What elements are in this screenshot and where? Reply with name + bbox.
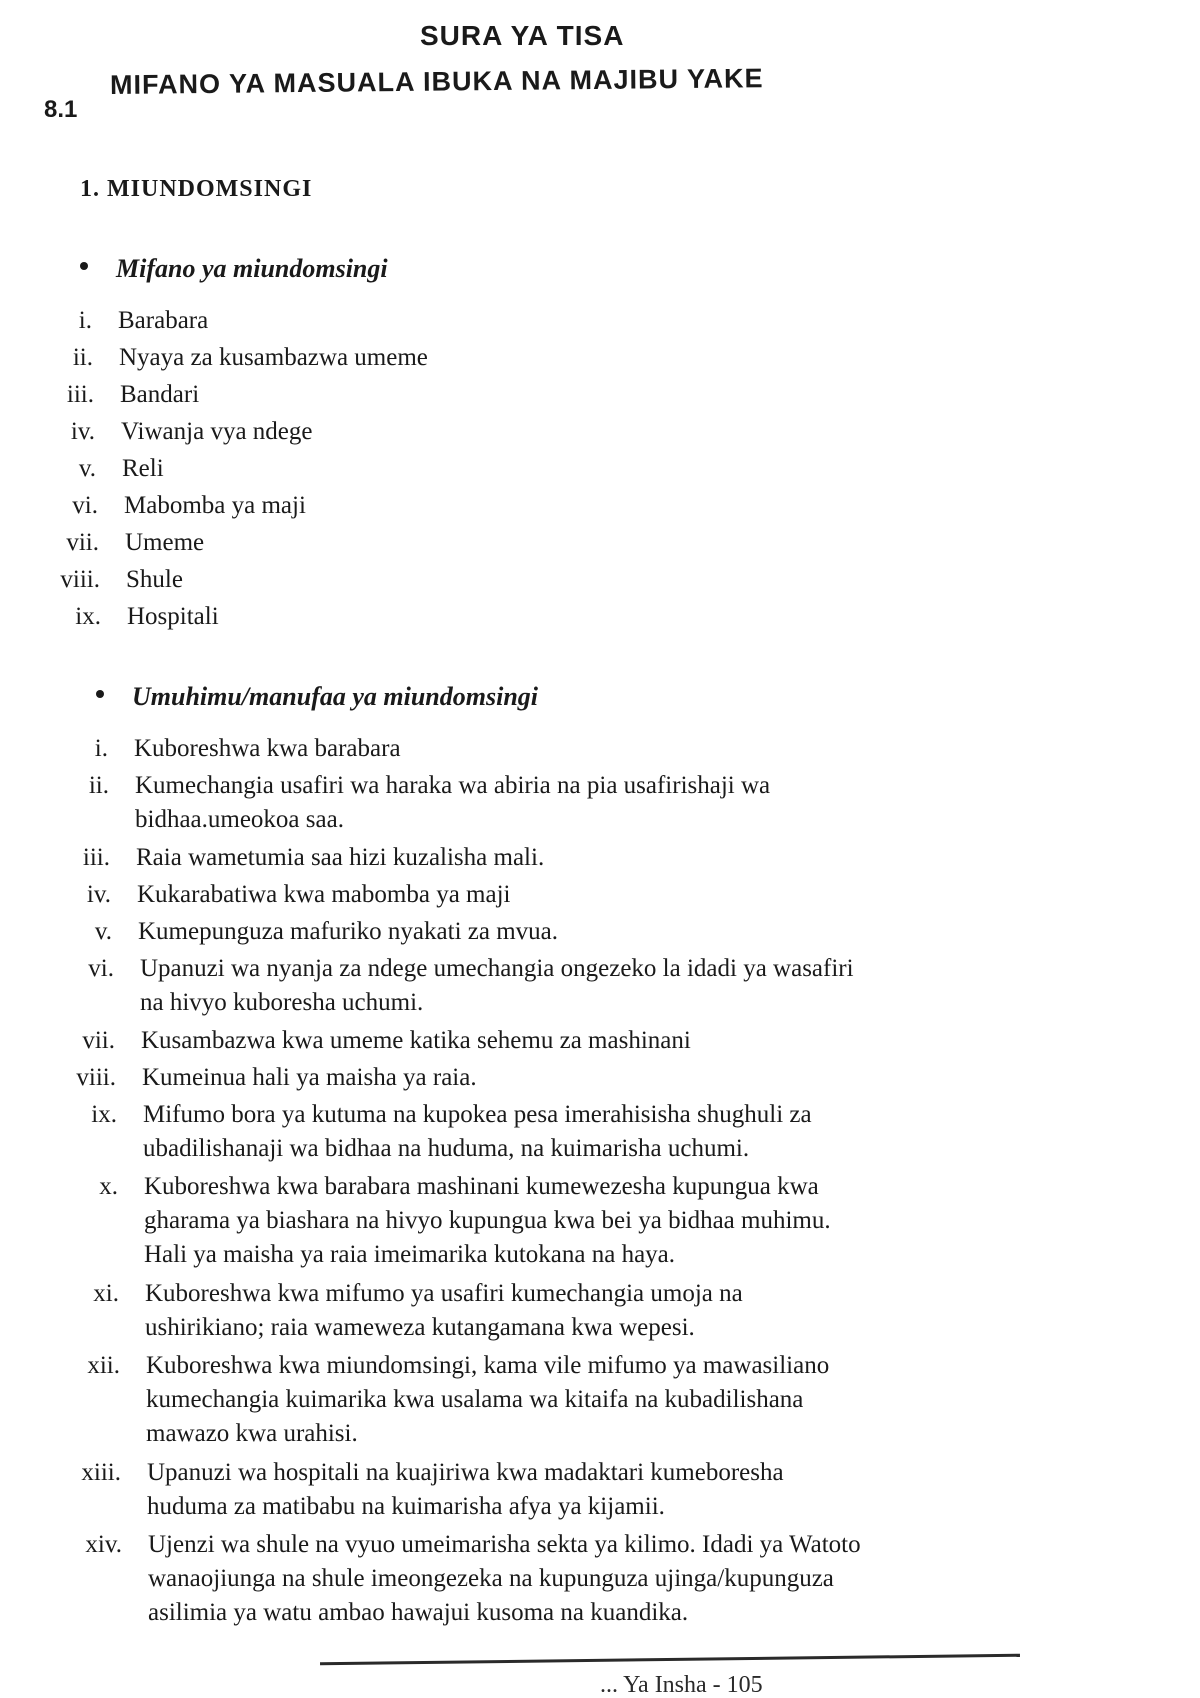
list-item-number: xii.: [87, 1352, 120, 1379]
list-item-line: Kumepunguza mafuriko nyakati za mvua.: [138, 918, 558, 945]
list-item-line: Kumeinua hali ya maisha ya raia.: [142, 1064, 477, 1091]
list-item-text: [122, 452, 164, 486]
list-item-line: Kuboreshwa kwa miundomsingi, kama vile mifumo ya mawasiliano: [146, 1352, 830, 1379]
list-item-line: Kuboreshwa kwa mifumo ya usafiri kumechangia umoja na: [145, 1280, 743, 1307]
list-item-line: Mifumo bora ya kutuma na kupokea pesa imerahisisha shughuli za: [143, 1101, 812, 1128]
list-item: [66, 378, 200, 412]
list-item: [82, 1024, 691, 1058]
list-item: [72, 341, 428, 375]
list-item-number: vi.: [88, 955, 114, 982]
list-item-line: Kukarabatiwa kwa mabomba ya maji: [137, 881, 511, 908]
list-item-text: [145, 1277, 743, 1345]
examples-heading-text: Mifano ya miundomsingi: [116, 254, 388, 283]
list-item-number: vii.: [82, 1027, 115, 1054]
chapter-title: SURA YA TISA: [420, 20, 625, 51]
list-item: [82, 841, 545, 875]
list-item-line: ubadilishanaji wa bidhaa na huduma, na kuimarisha uchumi.: [143, 1135, 750, 1162]
list-item-line: Upanuzi wa nyanja za ndege umechangia ongezeko la idadi ya wasafiri: [140, 955, 854, 982]
list-item-line: asilimia ya watu ambao hawajui kusoma na kuandika.: [148, 1599, 689, 1626]
list-item: [60, 563, 183, 597]
list-item-line: kumechangia kuimarika kwa usalama wa kitaifa na kubadilishana: [146, 1386, 804, 1413]
list-item-line: Upanuzi wa hospitali na kuajiriwa kwa madaktari kumeboresha: [147, 1459, 784, 1486]
footer-rule: [320, 1654, 1020, 1666]
list-item-number: viii.: [60, 566, 100, 593]
topic-number: 1.: [80, 176, 100, 202]
list-item: [88, 952, 854, 1020]
list-item-line: mawazo kwa urahisi.: [146, 1420, 358, 1447]
list-item-text: [125, 526, 204, 560]
list-item-text: [124, 489, 306, 523]
list-item-text: [140, 952, 854, 1020]
list-item-line: Mabomba ya maji: [124, 492, 306, 519]
list-item-line: Shule: [126, 566, 183, 593]
list-item: [78, 304, 209, 338]
list-item: [93, 1277, 743, 1345]
list-item-line: Kusambazwa kwa umeme katika sehemu za mashinani: [141, 1027, 691, 1054]
list-item-text: [144, 1170, 831, 1272]
list-item: [75, 600, 219, 634]
examples-heading: [116, 254, 388, 284]
list-item-text: [142, 1061, 477, 1095]
list-item-number: i.: [94, 735, 108, 762]
list-item-line: bidhaa.umeokoa saa.: [135, 806, 344, 833]
list-item: [76, 1061, 477, 1095]
list-item-line: Kumechangia usafiri wa haraka wa abiria na pia usafirishaji wa: [135, 772, 771, 799]
list-item: [81, 1456, 784, 1524]
section-number: 8.1: [44, 96, 78, 123]
list-item: [88, 769, 771, 837]
list-item: [85, 1528, 861, 1630]
list-item-text: [118, 304, 208, 338]
list-item-text: [134, 732, 401, 766]
list-item: [86, 878, 511, 912]
list-item-number: ii.: [88, 772, 109, 799]
list-item-text: [143, 1098, 812, 1166]
list-item-number: vii.: [66, 529, 99, 556]
list-item-text: [146, 1349, 829, 1451]
topic-heading: [80, 176, 312, 203]
list-item-text: [148, 1528, 861, 1630]
list-item-line: huduma za matibabu na kuimarisha afya ya kijamii.: [147, 1493, 665, 1520]
bullet-icon: [96, 690, 104, 698]
topic-title: MIUNDOMSINGI: [107, 176, 313, 202]
list-item-text: [136, 841, 544, 875]
list-item-line: wanaojiunga na shule imeongezeka na kupunguza ujinga/kupunguza: [148, 1565, 834, 1592]
list-item-number: ii.: [72, 344, 93, 371]
list-item-line: gharama ya biashara na hivyo kupungua kwa bei ya bidhaa muhimu.: [144, 1207, 831, 1234]
list-item-number: iv.: [70, 418, 95, 445]
list-item-line: Umeme: [125, 529, 205, 556]
bullet-icon: [80, 262, 88, 270]
list-item-line: Kuboreshwa kwa barabara: [134, 735, 401, 762]
list-item-number: xiii.: [81, 1459, 121, 1486]
list-item: [99, 1170, 831, 1272]
list-item-line: Kuboreshwa kwa barabara mashinani kumewezesha kupungua kwa: [144, 1173, 819, 1200]
list-item-number: xi.: [93, 1280, 119, 1307]
list-item-text: [138, 915, 558, 949]
list-item-number: viii.: [76, 1064, 116, 1091]
list-item-number: xiv.: [85, 1531, 122, 1558]
list-item-text: [120, 378, 199, 412]
list-item-line: Hali ya maisha ya raia imeimarika kutokana na haya.: [144, 1241, 676, 1268]
footer-text: ... Ya Insha - 105: [600, 1672, 763, 1698]
list-item-text: [119, 341, 428, 375]
list-item-line: Raia wametumia saa hizi kuzalisha mali.: [136, 844, 545, 871]
list-item: [78, 452, 164, 486]
list-item-number: v.: [78, 455, 96, 482]
list-item-number: vi.: [72, 492, 98, 519]
list-item: [72, 489, 306, 523]
list-item-number: x.: [99, 1173, 118, 1200]
list-item-line: Ujenzi wa shule na vyuo umeimarisha sekta ya kilimo. Idadi ya Watoto: [148, 1531, 861, 1558]
list-item: [66, 526, 205, 560]
list-item-number: iv.: [86, 881, 111, 908]
list-item-line: Viwanja vya ndege: [121, 418, 313, 445]
list-item-text: [137, 878, 510, 912]
benefits-heading: [132, 682, 538, 712]
list-item-text: [147, 1456, 784, 1524]
list-item-line: ushirikiano; raia wameweza kutangamana kwa wepesi.: [145, 1314, 695, 1341]
list-item-line: na hivyo kuboresha uchumi.: [140, 989, 424, 1016]
list-item-line: Hospitali: [127, 603, 219, 630]
list-item-number: iii.: [66, 381, 94, 408]
list-item-line: Nyaya za kusambazwa umeme: [119, 344, 428, 371]
list-item-number: v.: [94, 918, 112, 945]
list-item-line: Barabara: [118, 307, 209, 334]
list-item-line: Bandari: [120, 381, 200, 408]
list-item: [70, 415, 313, 449]
list-item-text: [126, 563, 183, 597]
list-item-line: Reli: [122, 455, 164, 482]
section-title: MIFANO YA MASUALA IBUKA NA MAJIBU YAKE: [109, 63, 764, 100]
list-item-text: [135, 769, 770, 837]
list-item: [94, 732, 401, 766]
list-item-text: [121, 415, 312, 449]
list-item: [91, 1098, 812, 1166]
list-item-number: i.: [78, 307, 92, 334]
list-item-number: iii.: [82, 844, 110, 871]
list-item: [87, 1349, 830, 1451]
list-item-number: ix.: [91, 1101, 117, 1128]
list-item-text: [127, 600, 219, 634]
benefits-heading-text: Umuhimu/manufaa ya miundomsingi: [132, 682, 539, 711]
list-item-text: [141, 1024, 691, 1058]
list-item: [94, 915, 558, 949]
list-item-number: ix.: [75, 603, 101, 630]
